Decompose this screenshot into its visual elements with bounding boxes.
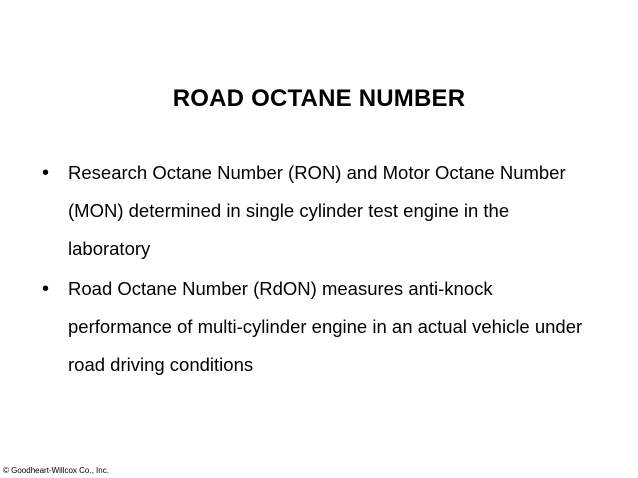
bullet-item [0, 154, 588, 268]
bullet-text: Road Octane Number (RdON) measures anti-knock performance of multi-cylinder engine in an actual vehicle under road driving conditions [68, 278, 583, 375]
bullet-item [0, 270, 588, 384]
slide-title: ROAD OCTANE NUMBER [172, 85, 466, 112]
bullet-text: Research Octane Number (RON) and Motor Octane Number (MON) determined in single cylinder test engine in the laboratory [68, 162, 566, 259]
copyright-footer: © Goodheart-Willcox Co., Inc. [3, 466, 109, 475]
bullet-list [0, 154, 638, 386]
bullet-marker: • [42, 162, 50, 184]
bullet-marker: • [42, 278, 50, 300]
